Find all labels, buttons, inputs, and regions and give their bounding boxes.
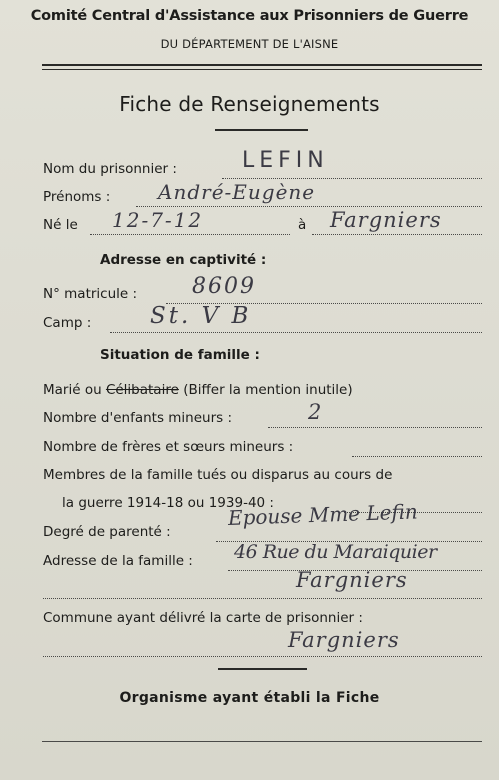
camp-value: St. V B <box>150 303 252 329</box>
adresse-famille-dotted-line-2 <box>43 598 482 599</box>
nom-dotted-line <box>222 178 482 179</box>
prenoms-value: André-Eugène <box>158 180 316 204</box>
enfants-dotted-line <box>268 427 482 428</box>
nom-label: Nom du prisonnier : <box>43 161 177 177</box>
ne-a-dotted-line <box>312 234 482 235</box>
membres-label-line2: la guerre 1914-18 ou 1939-40 : <box>62 495 274 511</box>
commune-dotted-line <box>43 656 482 657</box>
adresse-famille-label: Adresse de la famille : <box>43 553 193 569</box>
adresse-famille-value-1: 46 Rue du Maraiquier <box>234 541 437 563</box>
membres-label-line1: Membres de la famille tués ou disparus au cours de <box>43 467 393 483</box>
prenoms-label: Prénoms : <box>43 189 111 205</box>
freres-dotted-line <box>352 456 482 457</box>
prenoms-dotted-line <box>136 206 482 207</box>
commune-label: Commune ayant délivré la carte de prisonnier : <box>43 610 363 626</box>
ne-le-label: Né le <box>43 217 78 233</box>
ne-a-label: à <box>298 217 307 233</box>
adresse-famille-value-2: Fargniers <box>296 568 408 592</box>
freres-label: Nombre de frères et sœurs mineurs : <box>43 439 294 455</box>
parente-value: Epouse Mme Lefin <box>227 499 419 530</box>
parente-label: Degré de parenté : <box>43 524 171 540</box>
footer-title: Organisme ayant établi la Fiche <box>119 690 380 706</box>
department-subtitle: DU DÉPARTEMENT DE L'AISNE <box>160 37 339 51</box>
ne-a-value: Fargniers <box>330 208 442 232</box>
header-divider <box>42 64 482 70</box>
adresse-captivite-heading: Adresse en captivité : <box>100 252 267 268</box>
footer-divider <box>218 668 307 670</box>
bottom-line <box>42 741 482 742</box>
marie-label: Marié ou <box>43 382 102 398</box>
matricule-label: N° matricule : <box>43 286 138 302</box>
camp-label: Camp : <box>43 315 92 331</box>
enfants-label: Nombre d'enfants mineurs : <box>43 410 233 426</box>
ne-le-value: 12-7-12 <box>112 208 204 232</box>
celibataire-struck-label: Célibataire <box>105 382 179 398</box>
title-underline <box>215 129 308 131</box>
nom-value: LEFIN <box>242 148 329 173</box>
marie-line <box>43 382 353 398</box>
matricule-value: 8609 <box>192 274 256 299</box>
organization-title: Comité Central d'Assistance aux Prisonniers de Guerre <box>30 8 469 24</box>
enfants-value: 2 <box>308 400 322 424</box>
ne-le-dotted-line <box>90 234 290 235</box>
camp-dotted-line <box>110 332 482 333</box>
biffer-instruction: (Biffer la mention inutile) <box>183 382 353 398</box>
situation-famille-heading: Situation de famille : <box>100 347 260 363</box>
commune-value: Fargniers <box>288 628 400 652</box>
form-title: Fiche de Renseignements <box>119 92 380 116</box>
